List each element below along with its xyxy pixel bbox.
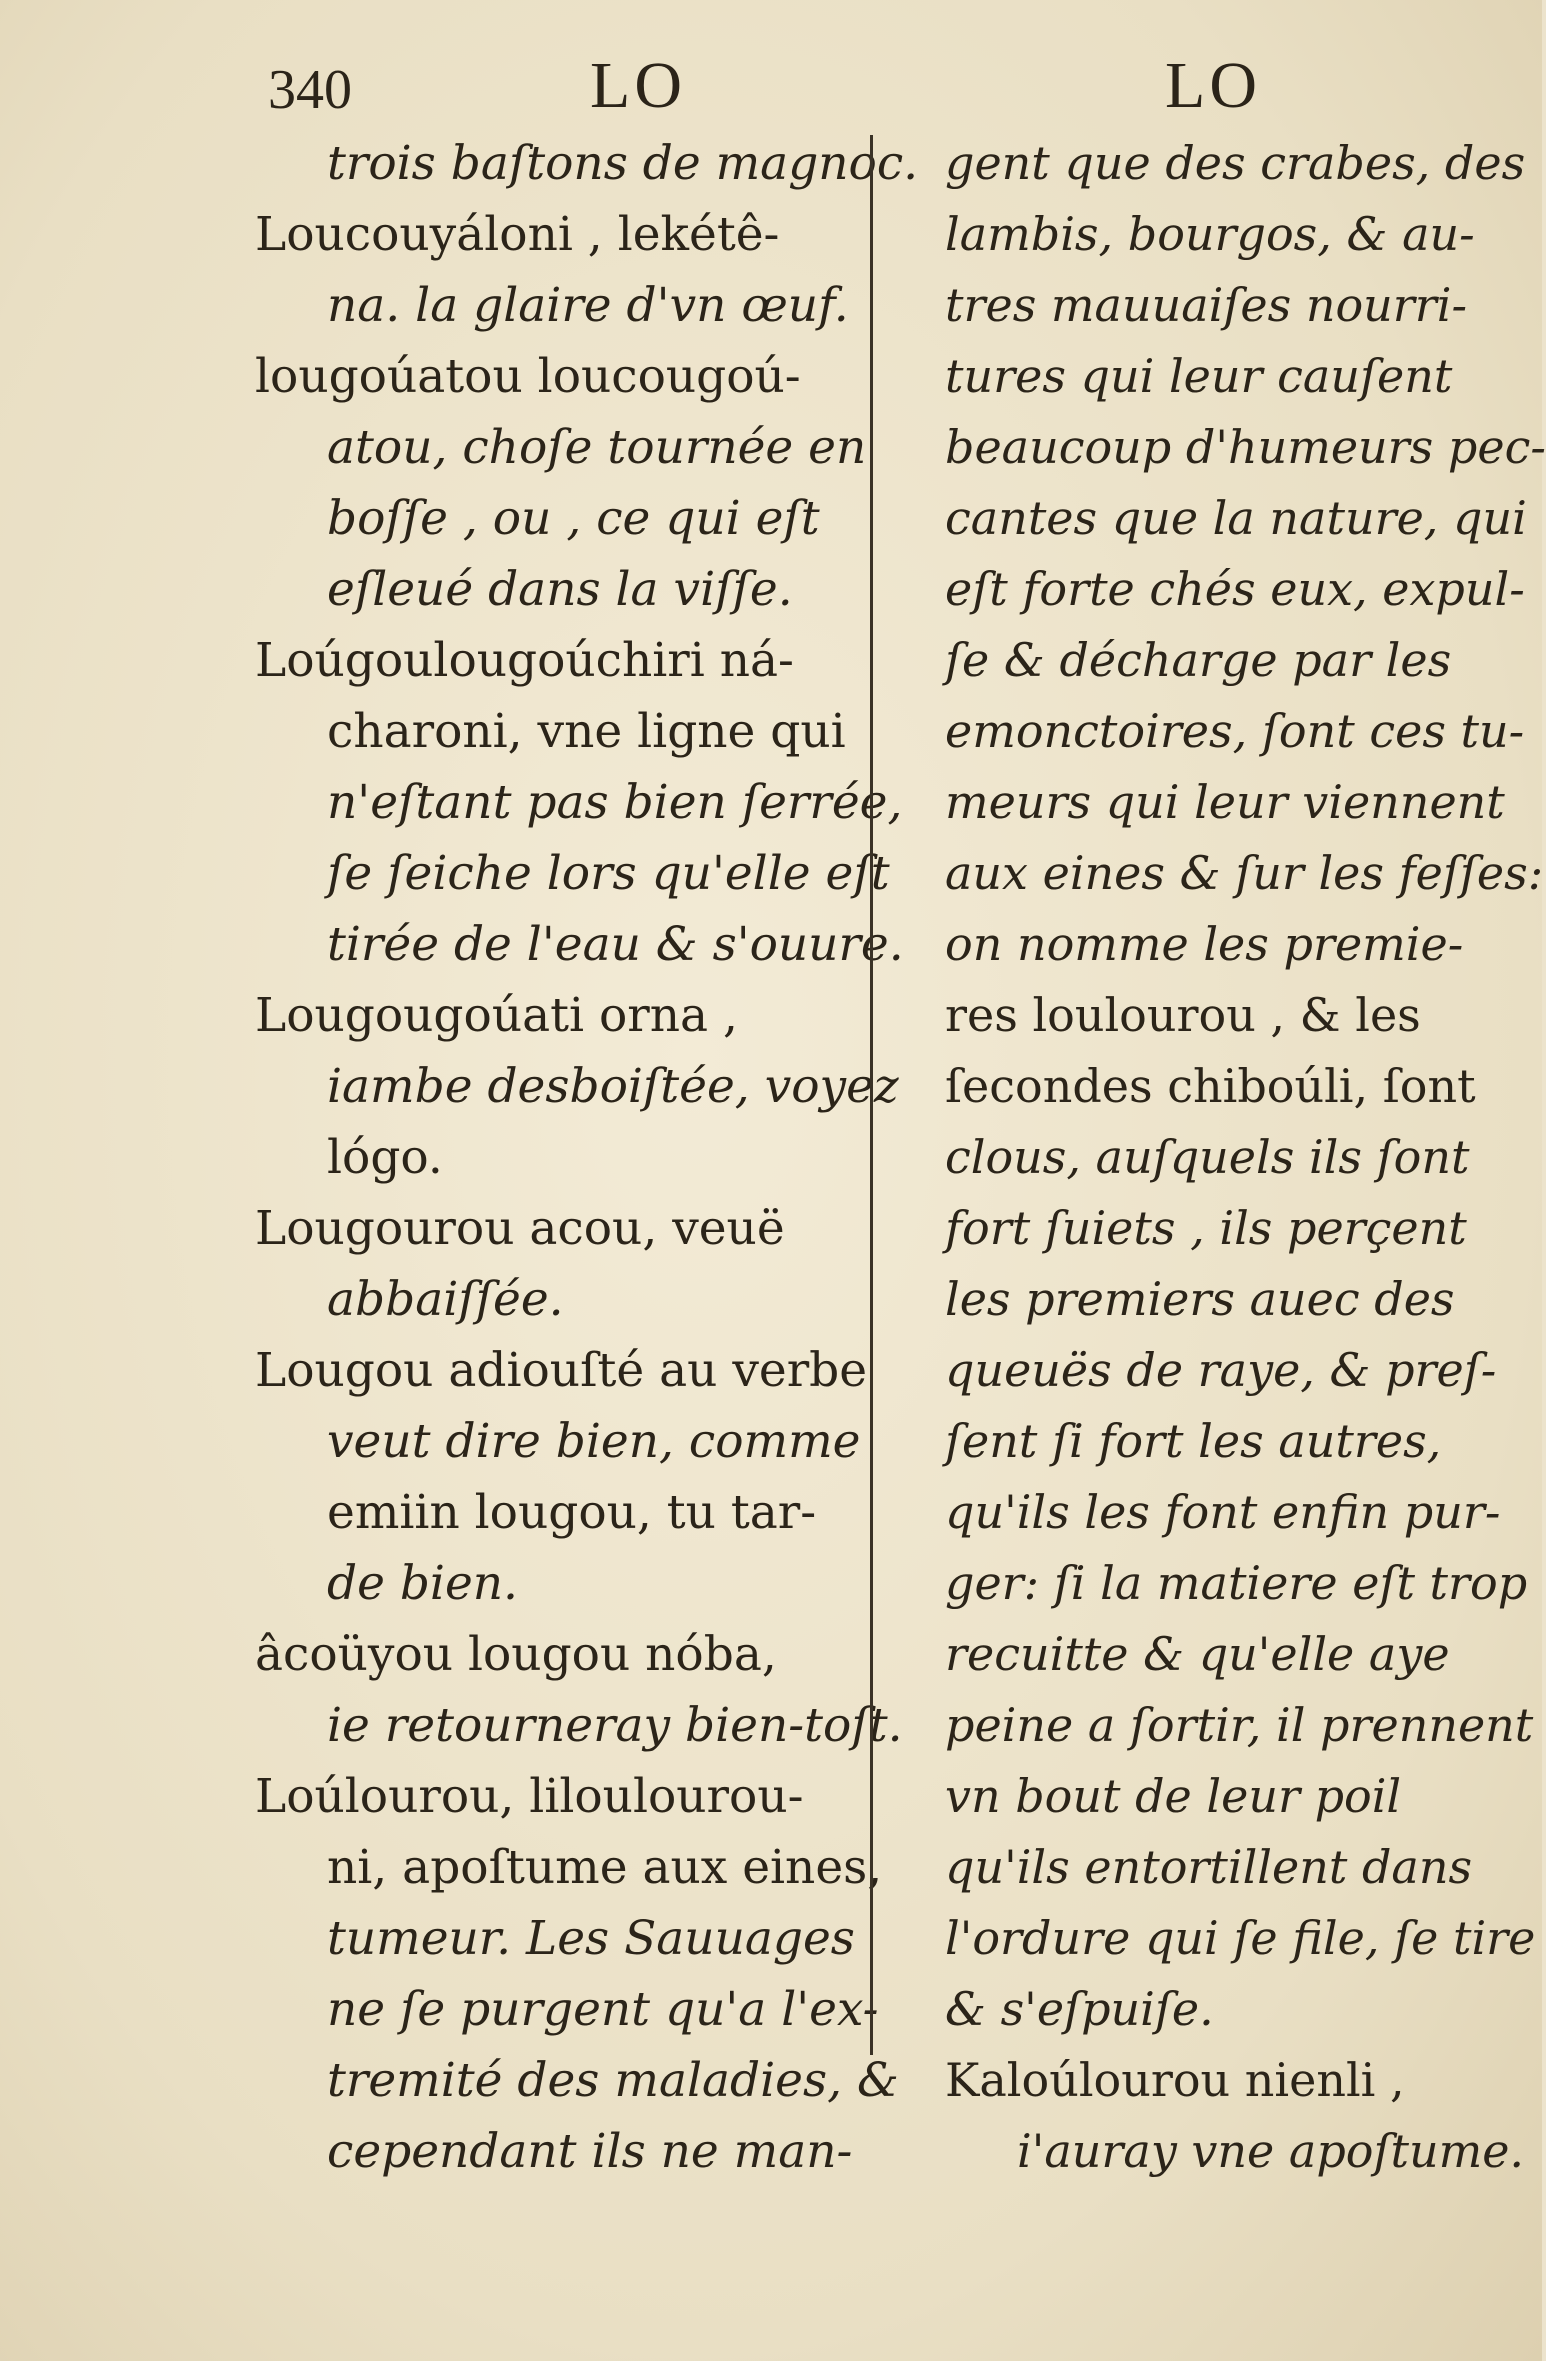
text-line: tremité des maladies, & — [327, 2053, 899, 2108]
text-line: iambe desboiſtée, voyez — [327, 1059, 899, 1114]
text-line: & s'eſpuiſe. — [945, 1982, 1214, 2036]
text-line: Lougougoúati orna , — [255, 988, 738, 1043]
text-line: aux eines & ſur les feſſes: — [945, 846, 1544, 900]
text-line: ni, apoſtume aux eines, — [327, 1840, 883, 1895]
text-line: cantes que la nature, qui — [945, 491, 1527, 545]
text-line: ſe & décharge par les — [945, 633, 1452, 687]
text-line: eſt forte chés eux, expul- — [945, 562, 1525, 616]
text-line: vn bout de leur poil — [945, 1769, 1402, 1823]
text-line: Loucouyáloni , lekétê- — [255, 207, 780, 262]
text-line: queuës de raye, & preſ- — [945, 1343, 1497, 1397]
text-line: lógo. — [327, 1130, 443, 1185]
text-line: recuitte & qu'elle aye — [945, 1627, 1450, 1681]
text-line: clous, auſquels ils ſont — [945, 1130, 1470, 1184]
running-head-right: LO — [1165, 49, 1261, 122]
text-line: ſent ſi fort les autres, — [945, 1414, 1442, 1468]
text-line: ſecondes chiboúli, ſont — [945, 1059, 1476, 1113]
text-line: Lougou adiouſté au verbe — [255, 1343, 868, 1398]
text-line: charoni, vne ligne qui — [327, 704, 846, 759]
right-column — [945, 128, 1546, 2187]
text-line: qu'ils les font enfin pur- — [945, 1485, 1501, 1539]
text-line: na. la glaire d'vn œuf. — [327, 278, 849, 333]
page-number: 340 — [268, 59, 352, 121]
text-line: ne ſe purgent qu'a l'ex- — [327, 1982, 879, 2037]
text-line: res loulourou , & les — [945, 988, 1421, 1042]
page-header — [0, 40, 1542, 120]
text-line: tirée de l'eau & s'ouure. — [327, 917, 904, 972]
text-line: beaucoup d'humeurs pec- — [945, 420, 1546, 474]
text-line: tumeur. Les Sauuages — [327, 1911, 855, 1966]
text-line: abbaiſſée. — [327, 1272, 564, 1327]
text-line: fort ſuiets , ils perçent — [945, 1201, 1467, 1255]
text-line: meurs qui leur viennent — [945, 775, 1505, 829]
text-line: ſe ſeiche lors qu'elle eſt — [327, 846, 890, 901]
text-line: veut dire bien, comme — [327, 1414, 861, 1469]
text-line: les premiers auec des — [945, 1272, 1455, 1326]
text-line: l'ordure qui ſe file, ſe tire — [945, 1911, 1536, 1965]
text-line: peine a ſortir, il prennent — [945, 1698, 1534, 1752]
text-line: ie retourneray bien-toſt. — [327, 1698, 903, 1753]
text-line: emonctoires, ſont ces tu- — [945, 704, 1525, 758]
text-line: lambis, bourgos, & au- — [945, 207, 1475, 261]
text-line: cependant ils ne man- — [327, 2124, 853, 2179]
text-line: eſleué dans la viſſe. — [327, 562, 793, 617]
text-line: lougoúatou loucougoú- — [255, 349, 801, 404]
column-divider — [870, 135, 873, 2055]
text-line: boſſe , ou , ce qui eſt — [327, 491, 820, 546]
text-line: qu'ils entortillent dans — [945, 1840, 1473, 1894]
running-head-left: LO — [590, 49, 686, 122]
text-line: gent que des crabes, des — [945, 136, 1526, 190]
text-line: ger: ſi la matiere eſt trop — [945, 1556, 1528, 1610]
text-line: trois baſtons de magnoc. — [327, 136, 919, 191]
text-line: Lougourou acou, veuë — [255, 1201, 785, 1256]
left-column — [255, 128, 919, 2187]
text-line: Loúlourou, liloulourou- — [255, 1769, 804, 1824]
text-line: i'auray vne apoſtume. — [1017, 2124, 1525, 2178]
text-line: tres mauuaiſes nourri- — [945, 278, 1468, 332]
text-line: n'eſtant pas bien ſerrée, — [327, 775, 903, 830]
text-line: tures qui leur cauſent — [945, 349, 1453, 403]
text-line: Kaloúlourou nienli , — [945, 2053, 1405, 2107]
text-line: emiin lougou, tu tar- — [327, 1485, 817, 1540]
text-line: Loúgoulougoúchiri ná- — [255, 633, 794, 688]
text-line: de bien. — [327, 1556, 518, 1611]
text-line: âcoüyou lougou nóba, — [255, 1627, 777, 1682]
text-line: on nomme les premie- — [945, 917, 1464, 971]
text-line: atou, choſe tournée en — [327, 420, 867, 475]
